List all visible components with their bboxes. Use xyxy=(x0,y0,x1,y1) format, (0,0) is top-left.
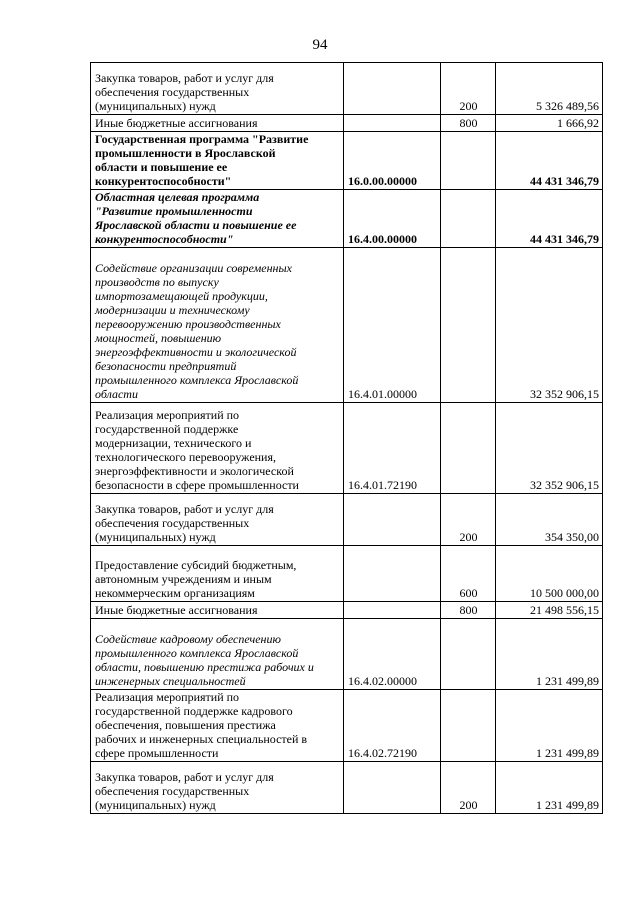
cell-name-line: Закупка товаров, работ и услуг для xyxy=(95,502,274,516)
cell-amount: 32 352 906,15 xyxy=(496,403,603,494)
cell-name-line: рабочих и инженерных специальностей в xyxy=(95,732,308,746)
cell-name-line: автономным учреждениям и иным xyxy=(95,572,272,586)
cell-name xyxy=(91,115,344,132)
cell-code xyxy=(344,63,441,115)
cell-name-line: Реализация мероприятий по xyxy=(95,408,240,422)
cell-amount: 1 231 499,89 xyxy=(496,690,603,762)
table-row xyxy=(91,132,603,190)
cell-code: 16.4.02.72190 xyxy=(344,690,441,762)
cell-name-line: Иные бюджетные ассигнования xyxy=(95,116,258,130)
cell-code: 16.4.01.72190 xyxy=(344,403,441,494)
cell-code: 16.4.01.00000 xyxy=(344,248,441,403)
cell-expense-type xyxy=(441,190,496,248)
cell-name-line: обеспечения государственных xyxy=(95,784,250,798)
table-row xyxy=(91,602,603,619)
cell-name-line: технологического перевооружения, xyxy=(95,450,277,464)
cell-amount: 44 431 346,79 xyxy=(496,132,603,190)
cell-name xyxy=(91,190,344,248)
cell-amount: 10 500 000,00 xyxy=(496,546,603,602)
cell-code: 16.0.00.00000 xyxy=(344,132,441,190)
cell-name-line: области xyxy=(95,387,138,401)
cell-name xyxy=(91,63,344,115)
cell-name-line: инженерных специальностей xyxy=(95,674,246,688)
table-row xyxy=(91,403,603,494)
cell-code xyxy=(344,494,441,546)
cell-name-line: Содействие кадровому обеспечению xyxy=(95,632,281,646)
cell-name-line: Ярославской области и повышение ее xyxy=(95,218,297,232)
budget-table-body xyxy=(91,63,603,814)
cell-name-line: энергоэффективности и экологической xyxy=(95,464,294,478)
cell-code xyxy=(344,762,441,814)
cell-code: 16.4.02.00000 xyxy=(344,619,441,690)
cell-name-line: мощностей, повышению xyxy=(95,331,222,345)
table-row xyxy=(91,115,603,132)
table-row xyxy=(91,546,603,602)
cell-expense-type: 200 xyxy=(441,762,496,814)
cell-name-line: безопасности в сфере промышленности xyxy=(95,478,299,492)
cell-code xyxy=(344,602,441,619)
cell-amount: 1 231 499,89 xyxy=(496,762,603,814)
table-row xyxy=(91,248,603,403)
cell-amount: 354 350,00 xyxy=(496,494,603,546)
cell-expense-type xyxy=(441,132,496,190)
cell-name-line: модернизации и техническому xyxy=(95,303,250,317)
cell-name xyxy=(91,619,344,690)
cell-name-line: (муниципальных) нужд xyxy=(95,99,216,113)
cell-name xyxy=(91,403,344,494)
cell-amount: 5 326 489,56 xyxy=(496,63,603,115)
table-row xyxy=(91,63,603,115)
cell-code xyxy=(344,115,441,132)
cell-name-line: Закупка товаров, работ и услуг для xyxy=(95,71,274,85)
cell-name-line: области, повышению престижа рабочих и xyxy=(95,660,314,674)
table-row xyxy=(91,494,603,546)
cell-name-line: промышленности в Ярославской xyxy=(95,146,276,160)
cell-name xyxy=(91,762,344,814)
cell-name-line: Закупка товаров, работ и услуг для xyxy=(95,770,274,784)
cell-name-line: энергоэффективности и экологической xyxy=(95,345,297,359)
cell-name-line: области и повышение ее xyxy=(95,160,228,174)
cell-name-line: Предоставление субсидий бюджетным, xyxy=(95,558,297,572)
cell-name-line: импортозамещающей продукции, xyxy=(95,289,268,303)
cell-name-line: обеспечения государственных xyxy=(95,516,250,530)
cell-code: 16.4.00.00000 xyxy=(344,190,441,248)
cell-amount: 21 498 556,15 xyxy=(496,602,603,619)
cell-expense-type xyxy=(441,248,496,403)
table-row xyxy=(91,762,603,814)
table-row xyxy=(91,619,603,690)
cell-expense-type: 800 xyxy=(441,602,496,619)
cell-name-line: Содействие организации современных xyxy=(95,261,292,275)
cell-name-line: некоммерческим организациям xyxy=(95,586,255,600)
cell-expense-type: 200 xyxy=(441,63,496,115)
cell-name-line: конкурентоспособности" xyxy=(95,174,232,188)
cell-amount: 32 352 906,15 xyxy=(496,248,603,403)
cell-name-line: государственной поддержке xyxy=(95,422,239,436)
cell-amount: 1 666,92 xyxy=(496,115,603,132)
cell-name-line: промышленного комплекса Ярославской xyxy=(95,373,299,387)
cell-name-line: перевооружению производственных xyxy=(95,317,281,331)
cell-name-line: обеспечения, повышения престижа xyxy=(95,718,276,732)
cell-name-line: Реализация мероприятий по xyxy=(95,690,240,704)
cell-name-line: государственной поддержке кадрового xyxy=(95,704,293,718)
table-row xyxy=(91,690,603,762)
cell-name-line: конкурентоспособности" xyxy=(95,232,234,246)
cell-name xyxy=(91,690,344,762)
cell-amount: 44 431 346,79 xyxy=(496,190,603,248)
cell-name xyxy=(91,248,344,403)
cell-name-line: промышленного комплекса Ярославской xyxy=(95,646,299,660)
cell-name-line: (муниципальных) нужд xyxy=(95,798,216,812)
cell-name-line: обеспечения государственных xyxy=(95,85,250,99)
cell-expense-type xyxy=(441,403,496,494)
budget-table xyxy=(90,62,603,814)
cell-name xyxy=(91,602,344,619)
cell-expense-type xyxy=(441,619,496,690)
cell-name-line: модернизации, технического и xyxy=(95,436,252,450)
cell-name-line: Областная целевая программа xyxy=(95,190,260,204)
cell-amount: 1 231 499,89 xyxy=(496,619,603,690)
cell-name xyxy=(91,494,344,546)
cell-name-line: Иные бюджетные ассигнования xyxy=(95,603,258,617)
cell-name-line: "Развитие промышленности xyxy=(95,204,253,218)
cell-name-line: сфере промышленности xyxy=(95,746,219,760)
cell-expense-type: 800 xyxy=(441,115,496,132)
cell-expense-type xyxy=(441,690,496,762)
cell-name-line: (муниципальных) нужд xyxy=(95,530,216,544)
page-number: 94 xyxy=(312,37,328,53)
cell-expense-type: 600 xyxy=(441,546,496,602)
cell-name xyxy=(91,546,344,602)
cell-name-line: Государственная программа "Развитие xyxy=(95,132,309,146)
cell-name-line: производств по выпуску xyxy=(95,275,219,289)
cell-name-line: безопасности предприятий xyxy=(95,359,237,373)
cell-expense-type: 200 xyxy=(441,494,496,546)
cell-code xyxy=(344,546,441,602)
cell-name xyxy=(91,132,344,190)
table-row xyxy=(91,190,603,248)
